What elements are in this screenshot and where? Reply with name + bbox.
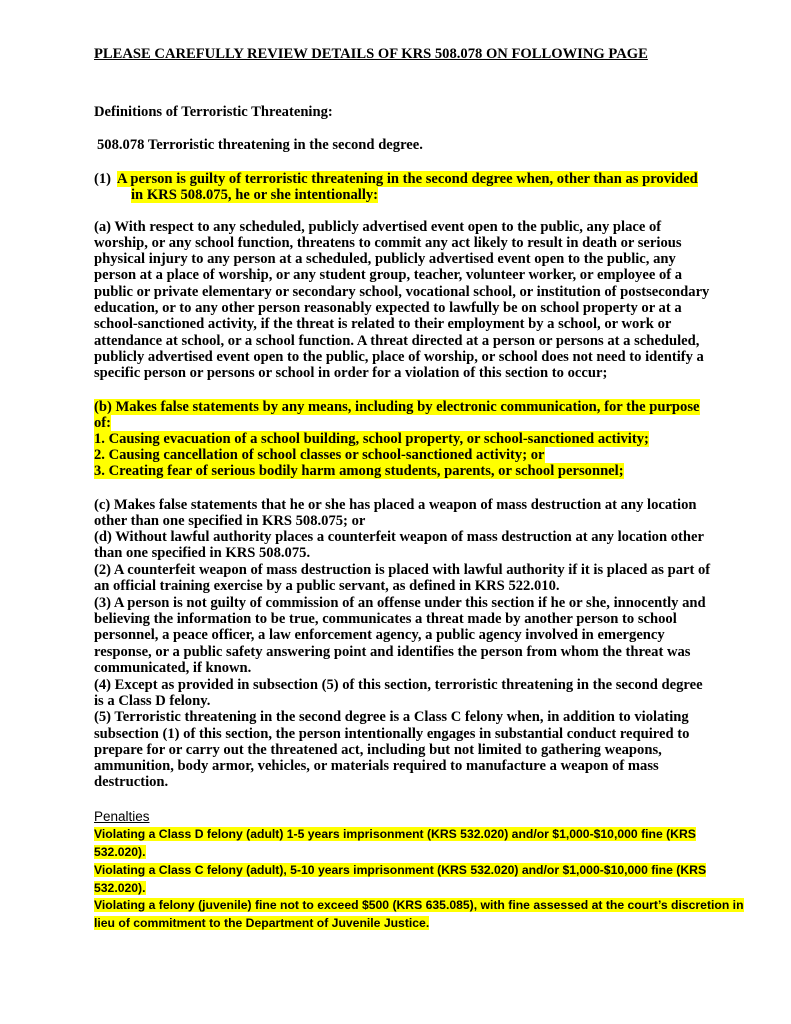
paragraph-line: subsection (1) of this section, the person intentionally engages in substantial conduct required to	[94, 726, 690, 742]
paragraph-line: (4) Except as provided in subsection (5) of this section, terroristic threatening in the second degree	[94, 677, 703, 693]
penalty-line: Violating a Class C felony (adult), 5-10 years imprisonment (KRS 532.020) and/or $1,000-$10,000 fine (KRS	[94, 863, 707, 877]
paragraph-line: personnel, a peace officer, a law enforcement agency, a public agency involved in emergency	[94, 627, 665, 643]
penalties-heading: Penalties	[94, 809, 150, 824]
paragraph-line: of:	[94, 415, 112, 431]
paragraph-line: (b) Makes false statements by any means, including by electronic communication, for the purpose	[94, 399, 700, 415]
paragraph-line: 2. Causing cancellation of school classes or school-sanctioned activity; or	[94, 447, 545, 463]
paragraph-line: an official training exercise by a public servant, as defined in KRS 522.010.	[94, 578, 560, 594]
paragraph-line: 3. Creating fear of serious bodily harm among students, parents, or school personnel;	[94, 463, 624, 479]
penalty-line: 532.020).	[94, 845, 146, 859]
penalty-line: Violating a felony (juvenile) fine not to exceed $500 (KRS 635.085), with fine assessed at the court’s discretion in	[94, 898, 744, 912]
paragraph-line: ammunition, body armor, vehicles, or materials required to manufacture a weapon of mass	[94, 758, 659, 774]
penalty-line: lieu of commitment to the Department of Juvenile Justice.	[94, 916, 430, 930]
paragraph-line: destruction.	[94, 774, 169, 790]
page-header: PLEASE CAREFULLY REVIEW DETAILS OF KRS 508.078 ON FOLLOWING PAGE	[94, 46, 648, 62]
paragraph-line: person at a place of worship, or any student group, teacher, volunteer worker, or employee of a	[94, 267, 683, 283]
subsection-1-line: A person is guilty of terroristic threatening in the second degree when, other than as provided	[117, 171, 698, 187]
paragraph-line: school-sanctioned activity, if the threat is related to their employment by a school, or work or	[94, 316, 672, 332]
paragraph-line: believing the information to be true, communicates a threat made by another person to school	[94, 611, 677, 627]
paragraph-line: other than one specified in KRS 508.075; or	[94, 513, 366, 529]
paragraph-line: physical injury to any person at a scheduled, publicly advertised event open to the public, any	[94, 251, 676, 267]
paragraph-line: education, or to any other person reasonably expected to lawfully be on school property or at a	[94, 300, 682, 316]
paragraph-line: (c) Makes false statements that he or she has placed a weapon of mass destruction at any location	[94, 497, 697, 513]
paragraph-line: (2) A counterfeit weapon of mass destruction is placed with lawful authority if it is placed as part of	[94, 562, 711, 578]
paragraph-line: public or private elementary or secondary school, vocational school, or institution of postsecondary	[94, 284, 710, 300]
paragraph-line: publicly advertised event open to the public, place of worship, or school does not need to identify a	[94, 349, 704, 365]
paragraph-line: attendance at school, or a school function. A threat directed at a person or persons at a scheduled,	[94, 333, 700, 349]
paragraph-line: worship, or any school function, threatens to commit any act likely to result in death or serious	[94, 235, 682, 251]
penalty-line: 532.020).	[94, 881, 146, 895]
paragraph-line: response, or a public safety answering point and identifies the person from whom the threat was	[94, 644, 691, 660]
paragraph-line: (d) Without lawful authority places a counterfeit weapon of mass destruction at any location other	[94, 529, 704, 545]
paragraph-line: than one specified in KRS 508.075.	[94, 545, 311, 561]
definitions-heading: Definitions of Terroristic Threatening:	[94, 104, 333, 120]
subsection-1-number: (1)	[94, 171, 112, 187]
paragraph-line: communicated, if known.	[94, 660, 252, 676]
paragraph-line: (a) With respect to any scheduled, publicly advertised event open to the public, any place of	[94, 219, 662, 235]
paragraph-line: specific person or persons or school in order for a violation of this section to occur;	[94, 365, 608, 381]
statute-title: 508.078 Terroristic threatening in the second degree.	[97, 137, 423, 153]
paragraph-line: 1. Causing evacuation of a school building, school property, or school-sanctioned activity;	[94, 431, 649, 447]
paragraph-line: (5) Terroristic threatening in the second degree is a Class C felony when, in addition to violating	[94, 709, 689, 725]
subsection-1-line: in KRS 508.075, he or she intentionally:	[131, 187, 379, 203]
paragraph-line: is a Class D felony.	[94, 693, 211, 709]
paragraph-line: prepare for or carry out the threatened act, including but not limited to gathering weapons,	[94, 742, 662, 758]
paragraph-line: (3) A person is not guilty of commission of an offense under this section if he or she, innocently and	[94, 595, 706, 611]
penalty-line: Violating a Class D felony (adult) 1-5 years imprisonment (KRS 532.020) and/or $1,000-$10,000 fine (KRS	[94, 827, 696, 841]
